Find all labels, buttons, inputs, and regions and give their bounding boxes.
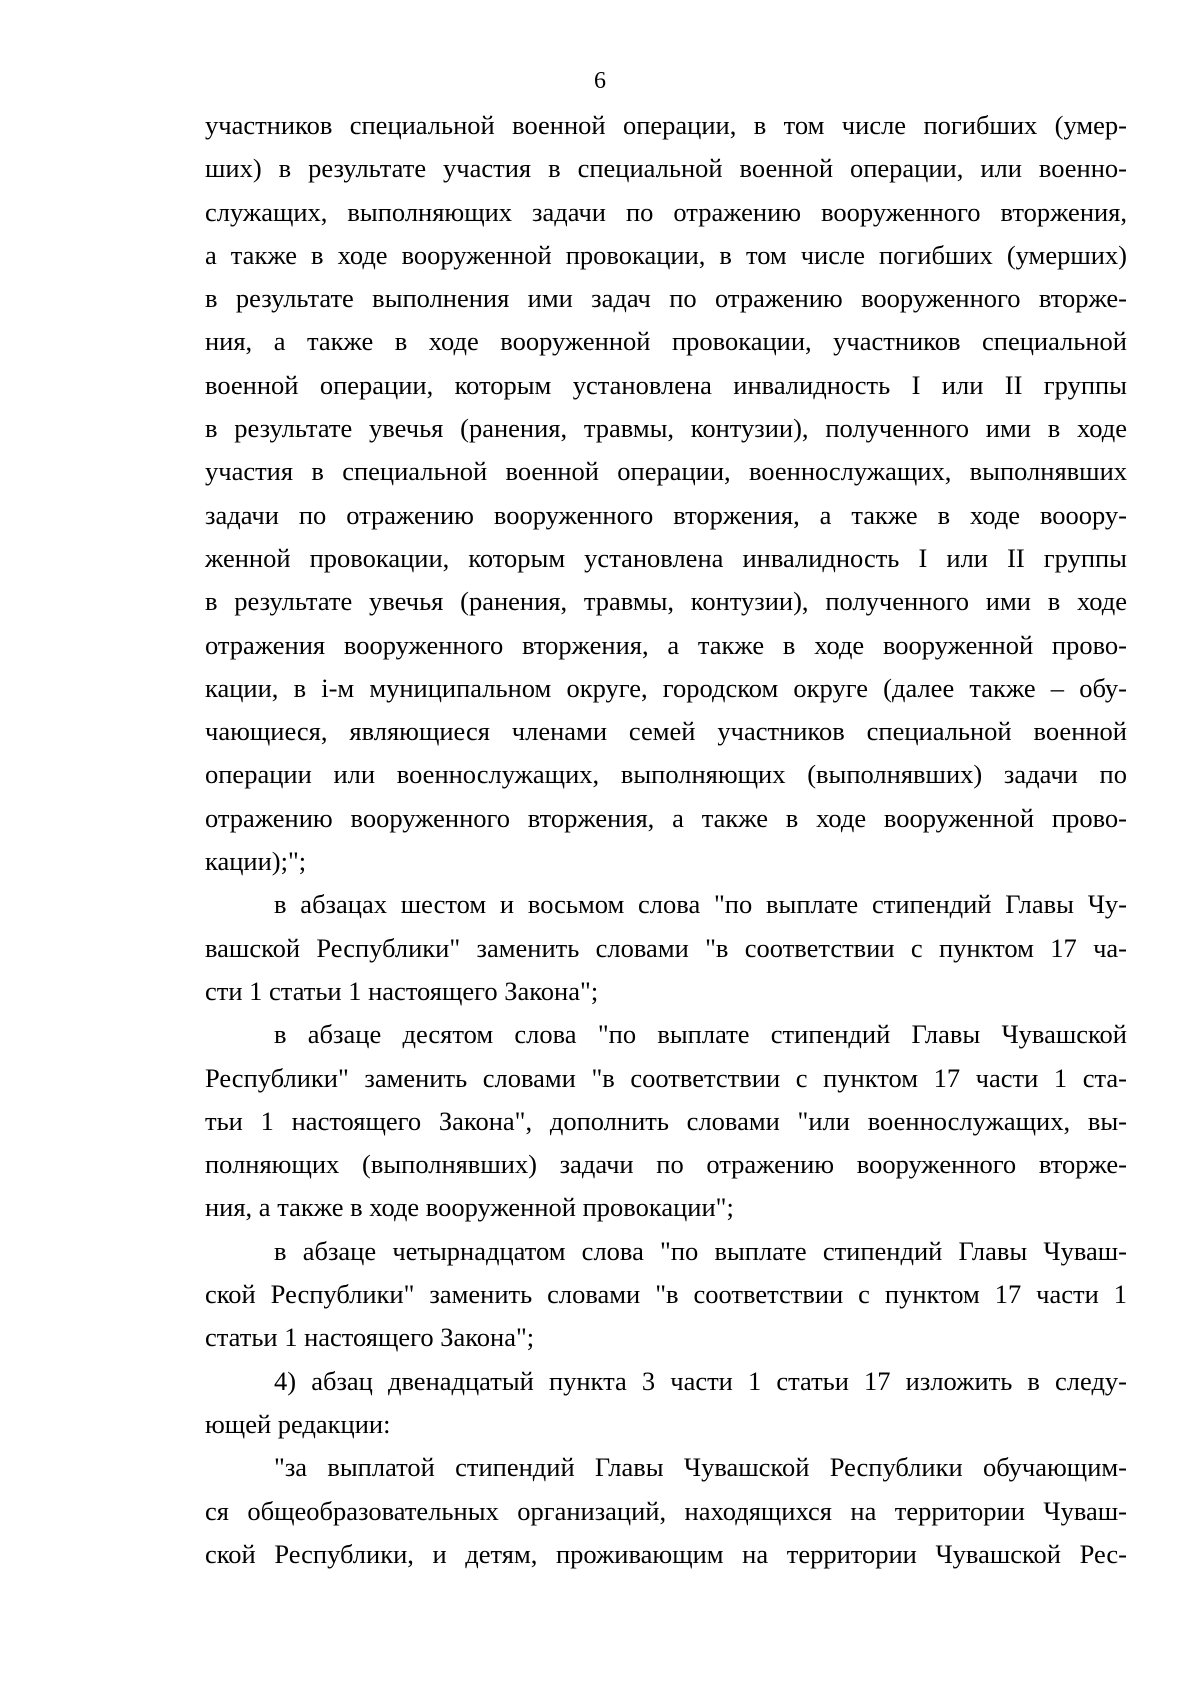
text-line: "за выплатой стипендий Главы Чувашской Республики обучающим-	[274, 1452, 1127, 1483]
paragraph	[205, 1013, 1127, 1229]
text-line: статьи 1 настоящего Закона";	[205, 1322, 535, 1353]
text-line: тьи 1 настоящего Закона", дополнить словами "или военнослужащих, вы-	[205, 1105, 1127, 1136]
text-line: операции или военнослужащих, выполняющих (выполнявших) задачи по	[205, 759, 1127, 790]
text-line: ся общеобразовательных организаций, находящихся на территории Чуваш-	[205, 1495, 1127, 1526]
text-line: в результате увечья (ранения, травмы, контузии), полученного ими в ходе	[205, 586, 1127, 617]
text-line: ской Республики, и детям, проживающим на территории Чувашской Рес-	[205, 1538, 1127, 1569]
text-line: в абзаце десятом слова "по выплате стипендий Главы Чувашской	[274, 1019, 1127, 1050]
text-line: а также в ходе вооруженной провокации, в том числе погибших (умерших)	[205, 239, 1127, 270]
paragraph	[205, 104, 1127, 883]
text-line: ской Республики" заменить словами "в соответствии с пунктом 17 части 1	[205, 1279, 1127, 1310]
text-line: участников специальной военной операции, в том числе погибших (умер-	[205, 110, 1127, 140]
text-line: ния, а также в ходе вооруженной провокации";	[205, 1192, 734, 1223]
text-line: чающиеся, являющиеся членами семей участников специальной военной	[205, 716, 1127, 747]
text-line: ших) в результате участия в специальной военной операции, или военно-	[205, 153, 1127, 184]
text-line: в абзаце четырнадцатом слова "по выплате стипендий Главы Чуваш-	[274, 1235, 1127, 1266]
text-line: задачи по отражению вооруженного вторжения, а также в ходе вооору-	[205, 499, 1127, 530]
text-line: кации);";	[205, 846, 307, 877]
text-line: в результате увечья (ранения, травмы, контузии), полученного ими в ходе	[205, 413, 1127, 444]
text-line: вашской Республики" заменить словами "в соответствии с пунктом 17 ча-	[205, 932, 1127, 963]
paragraph	[205, 1230, 1127, 1360]
text-line: ющей редакции:	[205, 1408, 391, 1439]
text-line: в абзацах шестом и восьмом слова "по выплате стипендий Главы Чу-	[274, 889, 1127, 920]
paragraph	[205, 883, 1127, 1013]
text-line: отражению вооруженного вторжения, а также в ходе вооруженной прово-	[205, 802, 1127, 833]
text-line: служащих, выполняющих задачи по отражению вооруженного вторжения,	[205, 196, 1127, 227]
text-line: отражения вооруженного вторжения, а также в ходе вооруженной прово-	[205, 629, 1127, 660]
text-line: участия в специальной военной операции, военнослужащих, выполнявших	[205, 456, 1127, 487]
text-line: кации, в і-м муниципальном округе, городском округе (далее также – обу-	[205, 672, 1127, 703]
document-body	[205, 104, 1127, 1576]
text-line: женной провокации, которым установлена инвалидность I или II группы	[205, 542, 1127, 573]
text-line: в результате выполнения ими задач по отражению вооруженного вторже-	[205, 283, 1127, 314]
text-line: Республики" заменить словами "в соответствии с пунктом 17 части 1 ста-	[205, 1062, 1127, 1093]
text-line: 4) абзац двенадцатый пункта 3 части 1 статьи 17 изложить в следу-	[274, 1365, 1127, 1396]
text-line: ния, а также в ходе вооруженной провокации, участников специальной	[205, 326, 1127, 357]
page-number: 6	[594, 68, 606, 94]
text-line: военной операции, которым установлена инвалидность I или II группы	[205, 369, 1127, 400]
paragraph	[205, 1360, 1127, 1447]
text-line: сти 1 статьи 1 настоящего Закона";	[205, 975, 599, 1006]
paragraph	[205, 1446, 1127, 1576]
text-line: полняющих (выполнявших) задачи по отражению вооруженного вторже-	[205, 1149, 1127, 1180]
